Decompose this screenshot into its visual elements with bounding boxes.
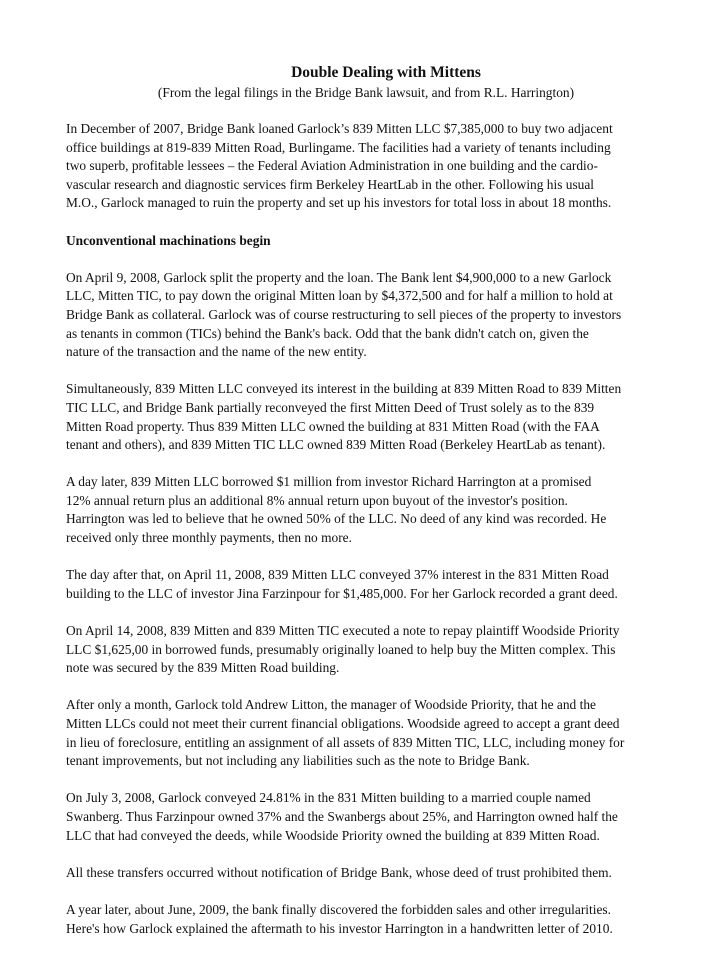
text-line: Simultaneously, 839 Mitten LLC conveyed its interest in the building at 839 Mitten Road to 839 Mitten	[66, 381, 622, 397]
paragraph-transfers	[66, 864, 666, 883]
text-line: office buildings at 819-839 Mitten Road, Burlingame. The facilities had a variety of tenants including	[66, 139, 611, 155]
text-line: building to the LLC of investor Jina Farzinpour for $1,485,000. For her Garlock recorded a grant deed.	[66, 585, 618, 601]
text-line: Here's how Garlock explained the aftermath to his investor Harrington in a handwritten letter of 2010.	[66, 920, 613, 936]
text-line: LLC that had conveyed the deeds, while Woodside Priority owned the building at 839 Mitten Road.	[66, 827, 600, 843]
text-line: LLC, Mitten TIC, to pay down the original Mitten loan by $4,372,500 and for half a million to hold at	[66, 288, 613, 304]
paragraph-april-14	[66, 622, 666, 678]
paragraph-july-3	[66, 789, 666, 845]
text-line: note was secured by the 839 Mitten Road building.	[66, 660, 340, 676]
text-line: Swanberg. Thus Farzinpour owned 37% and the Swanbergs about 25%, and Harrington owned half the	[66, 808, 618, 824]
text-line: two superb, profitable lessees – the Federal Aviation Administration in one building and the cardio-	[66, 158, 598, 174]
text-line: After only a month, Garlock told Andrew Litton, the manager of Woodside Priority, that he and the	[66, 697, 596, 713]
text-line: On April 9, 2008, Garlock split the property and the loan. The Bank lent $4,900,000 to a new Garlock	[66, 269, 612, 285]
document-title: Double Dealing with Mittens	[291, 64, 481, 81]
text-line: nature of the transaction and the name of the new entity.	[66, 344, 367, 360]
text-line: received only three monthly payments, then no more.	[66, 530, 352, 546]
paragraph-after-month	[66, 696, 666, 770]
text-line: LLC $1,625,00 in borrowed funds, presumably originally loaned to help buy the Mitten complex. This	[66, 641, 616, 657]
paragraph-simultaneously	[66, 380, 666, 454]
text-line: All these transfers occurred without notification of Bridge Bank, whose deed of trust prohibited them.	[66, 864, 612, 880]
paragraph-april-11	[66, 566, 666, 603]
text-line: On April 14, 2008, 839 Mitten and 839 Mitten TIC executed a note to repay plaintiff Woodside Priority	[66, 623, 620, 639]
text-line: On July 3, 2008, Garlock conveyed 24.81% in the 831 Mitten building to a married couple named	[66, 790, 591, 806]
section-heading: Unconventional machinations begin	[66, 232, 271, 248]
text-line: A year later, about June, 2009, the bank finally discovered the forbidden sales and other irregularities.	[66, 901, 611, 917]
paragraph-day-later	[66, 473, 666, 547]
paragraph-april-9	[66, 269, 666, 362]
text-line: Harrington was led to believe that he owned 50% of the LLC. No deed of any kind was recorded. He	[66, 511, 607, 527]
text-line: tenant improvements, but not including any liabilities such as the note to Bridge Bank.	[66, 753, 530, 769]
text-line: A day later, 839 Mitten LLC borrowed $1 million from investor Richard Harrington at a promised	[66, 474, 592, 490]
document-subtitle: (From the legal filings in the Bridge Bank lawsuit, and from R.L. Harrington)	[157, 85, 575, 100]
text-line: M.O., Garlock managed to ruin the property and set up his investors for total loss in about 18 months.	[66, 195, 612, 211]
text-line: TIC LLC, and Bridge Bank partially reconveyed the first Mitten Deed of Trust solely as to the 839	[66, 399, 595, 415]
text-line: Mitten LLCs could not meet their current financial obligations. Woodside agreed to accept a grant deed	[66, 716, 620, 731]
text-line: The day after that, on April 11, 2008, 839 Mitten LLC conveyed 37% interest in the 831 Mitten Road	[66, 567, 609, 583]
text-line: Bridge Bank as collateral. Garlock was of course restructuring to sell pieces of the property to investors	[66, 306, 622, 322]
text-line: Mitten Road property. Thus 839 Mitten LLC owned the building at 831 Mitten Road (with the FAA	[66, 418, 600, 434]
paragraph-intro	[66, 120, 666, 213]
document-page	[66, 64, 666, 957]
paragraph-year-later	[66, 901, 666, 938]
text-line: In December of 2007, Bridge Bank loaned Garlock’s 839 Mitten LLC $7,385,000 to buy two adjacent	[66, 121, 613, 136]
text-line: tenant and others), and 839 Mitten TIC LLC owned 839 Mitten Road (Berkeley HeartLab as tenant).	[66, 437, 606, 453]
text-line: vascular research and diagnostic services firm Berkeley HeartLab in the other. Following his usual	[66, 176, 595, 192]
text-line: as tenants in common (TICs) behind the Bank's back. Odd that the bank didn't catch on, given the	[66, 325, 589, 341]
text-line: in lieu of foreclosure, entitling an assignment of all assets of 839 Mitten TIC, LLC, including money for	[66, 734, 625, 750]
text-line: 12% annual return plus an additional 8% annual return upon buyout of the investor's position.	[66, 492, 568, 508]
